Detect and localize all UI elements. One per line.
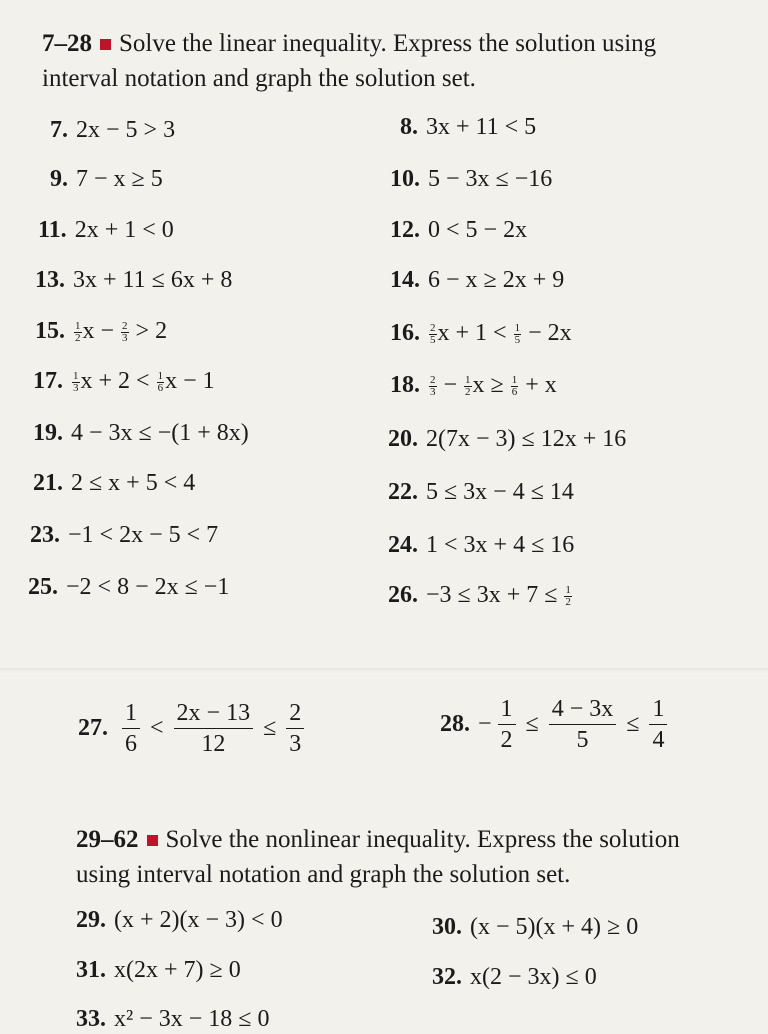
page-divider	[0, 668, 768, 674]
problem-15: 15. $\frac{1}{2}$ x − $\frac{2}{3}$ > 2	[35, 318, 168, 344]
section-range: 29–62	[76, 826, 139, 853]
problem-24: 24. 1 < 3x + 4 ≤ 16	[388, 532, 575, 558]
bullet-icon	[147, 835, 158, 846]
problem-12: 12. 0 < 5 − 2x	[390, 217, 528, 243]
fraction: $\frac{1}{2}$	[498, 694, 516, 755]
problem-16: 16. $\frac{2}{5}$ x + 1 < $\frac{1}{5}$ − 2x	[390, 320, 572, 346]
fraction: $\frac{1}{2}$	[465, 373, 471, 398]
problem-21: 21. 2 ≤ x + 5 < 4	[33, 470, 196, 496]
fraction: $\frac{2}{3}$	[286, 698, 304, 759]
problem-29: 29. (x + 2)(x − 3) < 0	[76, 907, 283, 933]
problem-26: 26. −3 ≤ 3x + 7 ≤ $\frac{1}{2}$	[388, 582, 571, 608]
fraction: $\frac{1}{6}$	[511, 373, 518, 398]
problem-22: 22. 5 ≤ 3x − 4 ≤ 14	[388, 479, 574, 505]
problem-27: 27. 1 6 < $\frac{2x - 13}{12}$ ≤ $\frac{2}{3}$	[78, 698, 310, 759]
fraction: $\frac{1}{2}$	[565, 583, 571, 608]
problem-18: 18. $\frac{2}{3}$ − $\frac{1}{2}$ x ≥ $\frac{1}{6}$ + x	[390, 372, 557, 398]
bullet-icon	[100, 39, 111, 50]
problem-20: 20. 2(7x − 3) ≤ 12x + 16	[388, 426, 627, 452]
fraction: $\frac{2}{3}$	[430, 373, 436, 398]
problem-8: 8. 3x + 11 < 5	[400, 114, 537, 140]
problem-10: 10. 5 − 3x ≤ −16	[390, 166, 553, 192]
fraction: $\frac{2}{3}$	[122, 319, 128, 344]
section-range: 7–28	[42, 30, 92, 57]
problem-31: 31. x(2x + 7) ≥ 0	[76, 957, 241, 983]
section-heading-linear	[42, 26, 656, 96]
problem-25: 25. −2 < 8 − 2x ≤ −1	[28, 574, 230, 600]
fraction: $\frac{1}{5}$	[514, 321, 521, 346]
section-instruction: Solve the linear inequality. Express the solution using	[119, 30, 657, 57]
problem-23: 23. −1 < 2x − 5 < 7	[30, 522, 219, 548]
fraction: $\frac{1}{4}$	[649, 694, 667, 755]
problem-9: 9. 7 − x ≥ 5	[50, 166, 163, 192]
fraction: $\frac{1}{6}$	[157, 369, 164, 394]
fraction: 1 6	[122, 698, 140, 759]
fraction: $\frac{2}{5}$	[430, 321, 436, 346]
problem-19: 19. 4 − 3x ≤ −(1 + 8x)	[33, 420, 249, 446]
problem-11: 11. 2x + 1 < 0	[38, 217, 174, 243]
section-heading-nonlinear	[76, 822, 680, 892]
problem-13: 13. 3x + 11 ≤ 6x + 8	[35, 267, 233, 293]
problem-14: 14. 6 − x ≥ 2x + 9	[390, 267, 565, 293]
fraction: $\frac{4 - 3x}{5}$	[549, 694, 617, 755]
fraction: $\frac{2x - 13}{12}$	[174, 698, 254, 759]
fraction: $\frac{1}{3}$	[73, 369, 79, 394]
section-instruction: Solve the nonlinear inequality. Express the solution	[165, 826, 680, 853]
problem-17: 17. $\frac{1}{3}$ x + 2 < $\frac{1}{6}$ x − 1	[33, 368, 215, 394]
fraction: $\frac{1}{2}$	[75, 319, 81, 344]
section-instruction-cont: using interval notation and graph the solution set.	[76, 861, 571, 888]
problem-32: 32. x(2 − 3x) ≤ 0	[432, 964, 597, 990]
problem-28: 28. − $\frac{1}{2}$ ≤ $\frac{4 - 3x}{5}$ ≤ $\frac{1}{4}$	[440, 694, 673, 755]
problem-7: 7. 2x − 5 > 3	[50, 117, 176, 143]
problem-30: 30. (x − 5)(x + 4) ≥ 0	[432, 914, 639, 940]
problem-33: 33. x² − 3x − 18 ≤ 0	[76, 1006, 270, 1032]
section-instruction-cont: interval notation and graph the solution set.	[42, 65, 476, 92]
